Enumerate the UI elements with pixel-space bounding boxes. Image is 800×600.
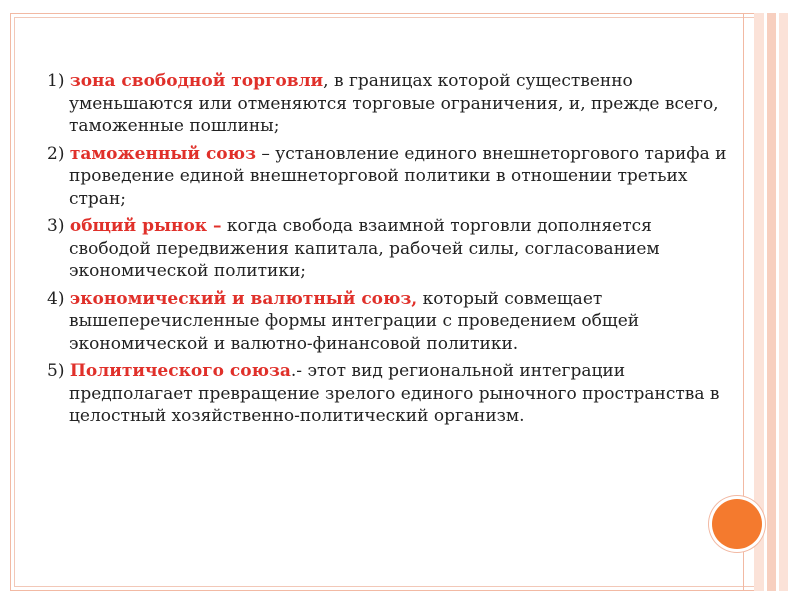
item-continuation-line: экономической и валютно-финансовой политики. (69, 333, 519, 354)
list-item-customs-union (47, 143, 757, 211)
item-text: .- этот вид региональной интеграции (290, 361, 626, 381)
item-number: 5) (47, 361, 65, 381)
item-text: – установление единого внешнеторгового тарифа и (255, 143, 727, 164)
item-first-line (47, 215, 757, 238)
item-first-line (47, 360, 757, 383)
item-number: 4) (47, 288, 65, 309)
item-term: общий рынок – (69, 216, 222, 236)
item-number: 1) (47, 71, 65, 91)
item-first-line (47, 70, 757, 93)
item-term: экономический и валютный союз, (69, 288, 418, 309)
list-item-economic-monetary-union (47, 288, 757, 356)
list-item-political-union (47, 360, 757, 428)
list-item-free-trade-zone (47, 70, 757, 138)
item-first-line (47, 143, 757, 166)
item-continuation-line: экономической политики; (69, 261, 307, 281)
item-continuation-line: вышеперечисленные формы интеграции с проведением общей (69, 311, 640, 331)
item-continuation-line: уменьшаются или отменяются торговые ограничения, и, прежде всего, (69, 93, 719, 114)
item-term: зона свободной торговли (69, 71, 324, 91)
item-continuation-line: стран; (69, 188, 127, 209)
item-text: который совмещает (417, 288, 603, 309)
list-item-common-market (47, 215, 757, 283)
item-text: , в границах которой существенно (323, 71, 633, 91)
integration-forms-list (47, 70, 757, 433)
item-number: 2) (47, 143, 65, 164)
item-continuation-line: проведение единой внешнеторговой политики в отношении третьих (69, 166, 688, 186)
item-text: когда свобода взаимной торговли дополняется (221, 216, 652, 236)
item-term: Политического союза (69, 361, 291, 381)
item-first-line (47, 288, 757, 311)
decorative-side-band (754, 13, 788, 591)
item-continuation-line: предполагает превращение зрелого единого рыночного пространства в (69, 383, 720, 404)
decorative-orange-circle (712, 499, 762, 549)
item-number: 3) (47, 216, 65, 236)
item-term: таможенный союз (69, 143, 256, 164)
item-continuation-line: свободой передвижения капитала, рабочей силы, согласованием (69, 238, 660, 259)
item-continuation-line: таможенные пошлины; (69, 116, 280, 136)
item-continuation-line: целостный хозяйственно-политический организм. (69, 406, 525, 426)
